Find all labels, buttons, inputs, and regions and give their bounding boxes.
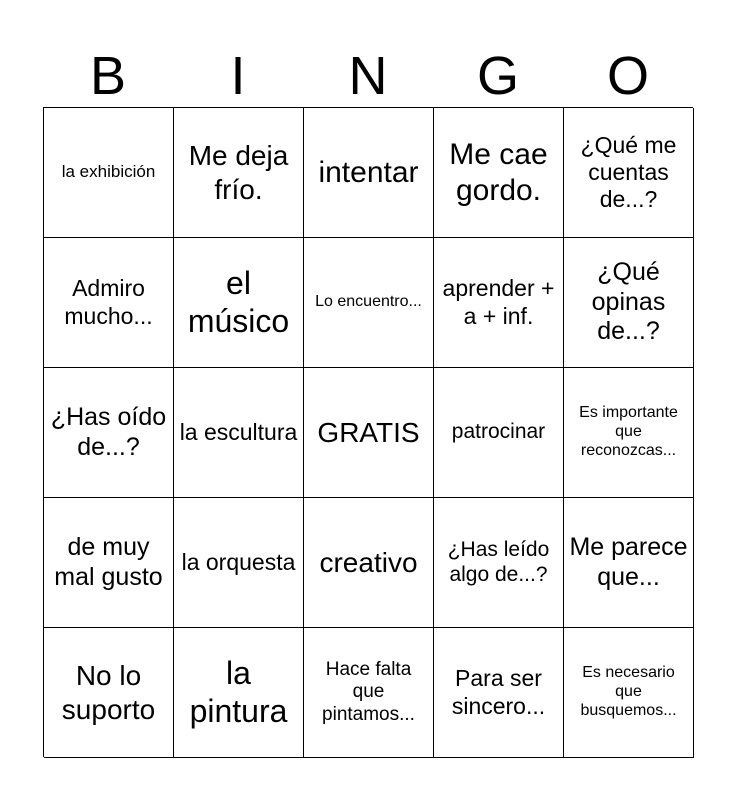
bingo-cell: Hace falta que pintamos... — [304, 628, 434, 758]
bingo-cell: Lo encuentro... — [304, 238, 434, 368]
bingo-cell: Me deja frío. — [174, 108, 304, 238]
bingo-cell: aprender + a + inf. — [434, 238, 564, 368]
bingo-cell: Me parece que... — [564, 498, 694, 628]
header-letter-b: B — [89, 46, 127, 106]
bingo-cell: el músico — [174, 238, 304, 368]
bingo-cell: No lo suporto — [44, 628, 174, 758]
header-letter-n: N — [348, 46, 388, 106]
bingo-cell: intentar — [304, 108, 434, 238]
bingo-header — [43, 44, 693, 108]
bingo-cell: ¿Has leído algo de...? — [434, 498, 564, 628]
header-letter-o: O — [606, 46, 649, 106]
bingo-cell: creativo — [304, 498, 434, 628]
bingo-cell: la pintura — [174, 628, 304, 758]
bingo-cell: Admiro mucho... — [44, 238, 174, 368]
bingo-cell: ¿Qué me cuentas de...? — [564, 108, 694, 238]
bingo-cell: ¿Has oído de...? — [44, 368, 174, 498]
bingo-grid — [43, 107, 693, 757]
bingo-cell: patrocinar — [434, 368, 564, 498]
header-letter-i: I — [230, 46, 246, 106]
bingo-cell: GRATIS — [304, 368, 434, 498]
bingo-cell: Es necesario que busquemos... — [564, 628, 694, 758]
bingo-cell: Para ser sincero... — [434, 628, 564, 758]
header-letter-g: G — [476, 46, 519, 106]
bingo-cell: Es importante que reconozcas... — [564, 368, 694, 498]
bingo-cell: la exhibición — [44, 108, 174, 238]
bingo-cell: de muy mal gusto — [44, 498, 174, 628]
bingo-cell: Me cae gordo. — [434, 108, 564, 238]
bingo-cell: la escultura — [174, 368, 304, 498]
bingo-cell: la orquesta — [174, 498, 304, 628]
bingo-cell: ¿Qué opinas de...? — [564, 238, 694, 368]
